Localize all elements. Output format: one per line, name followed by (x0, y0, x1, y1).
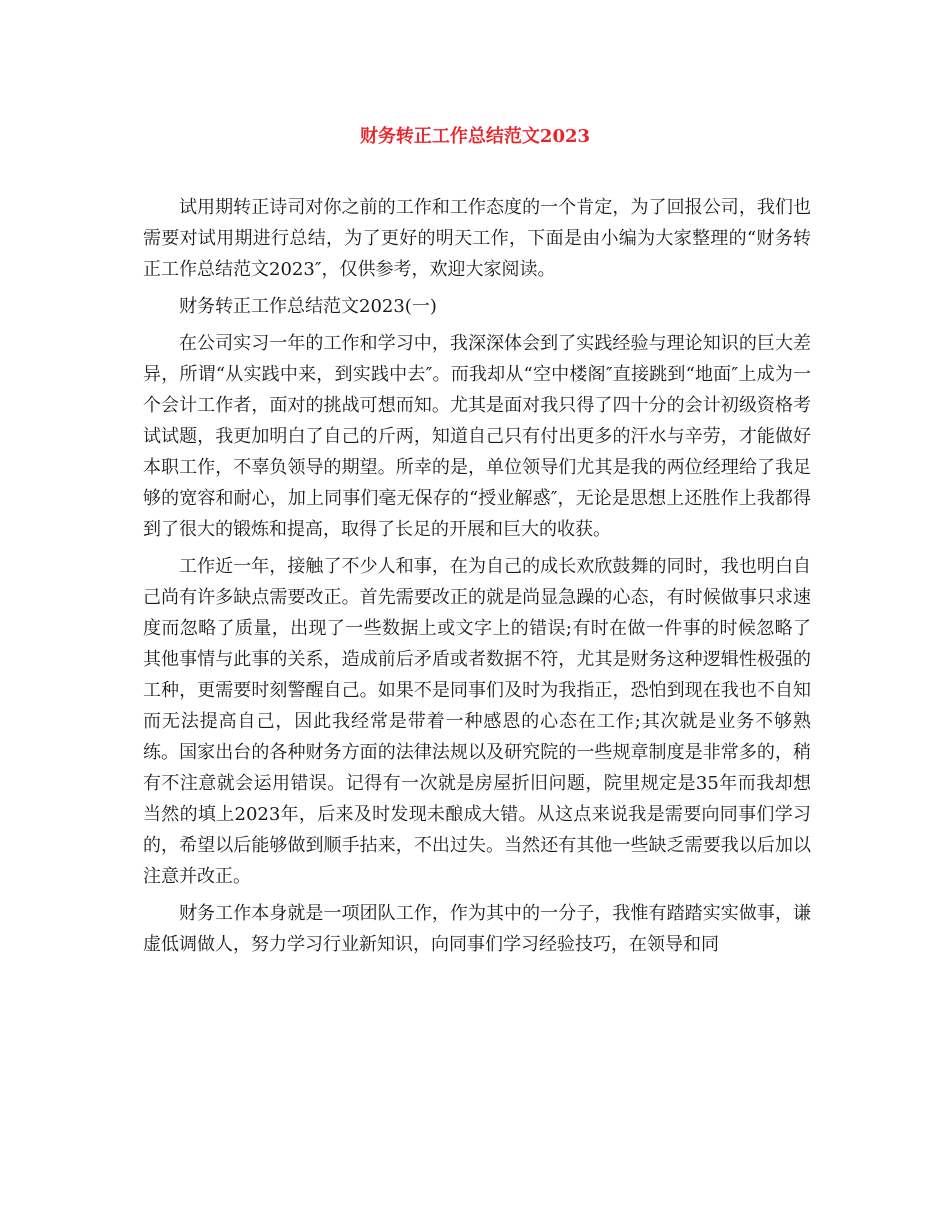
intro-paragraph: 试用期转正诗司对你之前的工作和工作态度的一个肯定，为了回报公司，我们也需要对试用期进行总结，为了更好的明天工作，下面是由小编为大家整理的“财务转正工作总结范文2023″，仅供参考，欢迎大家阅读。 (143, 197, 811, 280)
body-paragraph: 财务工作本身就是一项团队工作，作为其中的一分子，我惟有踏踏实实做事，谦虚低调做人，努力学习行业新知识，向同事们学习经验技巧，在领导和同 (143, 903, 811, 955)
section-heading: 财务转正工作总结范文2023(一) (179, 296, 437, 317)
document-body (143, 192, 811, 966)
body-paragraph: 工作近一年，接触了不少人和事，在为自己的成长欢欣鼓舞的同时，我也明白自己尚有许多缺点需要改正。首先需要改正的就是尚显急躁的心态，有时候做事只求速度而忽略了质量，出现了一些数据上或文字上的错误;有时在做一件事的时候忽略了其他事情与此事的关系，造成前后矛盾或者数据不符，尤其是财务这种逻辑性极强的工种，更需要时刻警醒自己。如果不是同事们及时为我指正，恐怕到现在我也不自知而无法提高自己，因此我经常是带着一种感恩的心态在工作;其次就是业务不够熟练。国家出台的各种财务方面的法律法规以及研究院的一些规章制度是非常多的，稍有不注意就会运用错误。记得有一次就是房屋折旧问题，院里规定是35年而我却想当然的填上2023年，后来及时发现未酿成大错。从这点来说我是需要向同事们学习的，希望以后能够做到顺手拈来，不出过失。当然还有其他一些缺乏需要我以后加以注意并改正。 (143, 556, 811, 887)
document-title: 财务转正工作总结范文2023 (359, 126, 591, 147)
body-paragraph: 在公司实习一年的工作和学习中，我深深体会到了实践经验与理论知识的巨大差异，所谓“从实践中来，到实践中去″。而我却从“空中楼阁″直接跳到“地面″上成为一个会计工作者，面对的挑战可想而知。尤其是面对我只得了四十分的会计初级资格考试试题，我更加明白了自己的斤两，知道自己只有付出更多的汗水与辛劳，才能做好本职工作，不辜负领导的期望。所幸的是，单位领导们尤其是我的两位经理给了我足够的宽容和耐心，加上同事们毫无保存的“授业解惑″，无论是思想上还胜作上我都得到了很大的锻炼和提高，取得了长足的开展和巨大的收获。 (143, 333, 811, 540)
